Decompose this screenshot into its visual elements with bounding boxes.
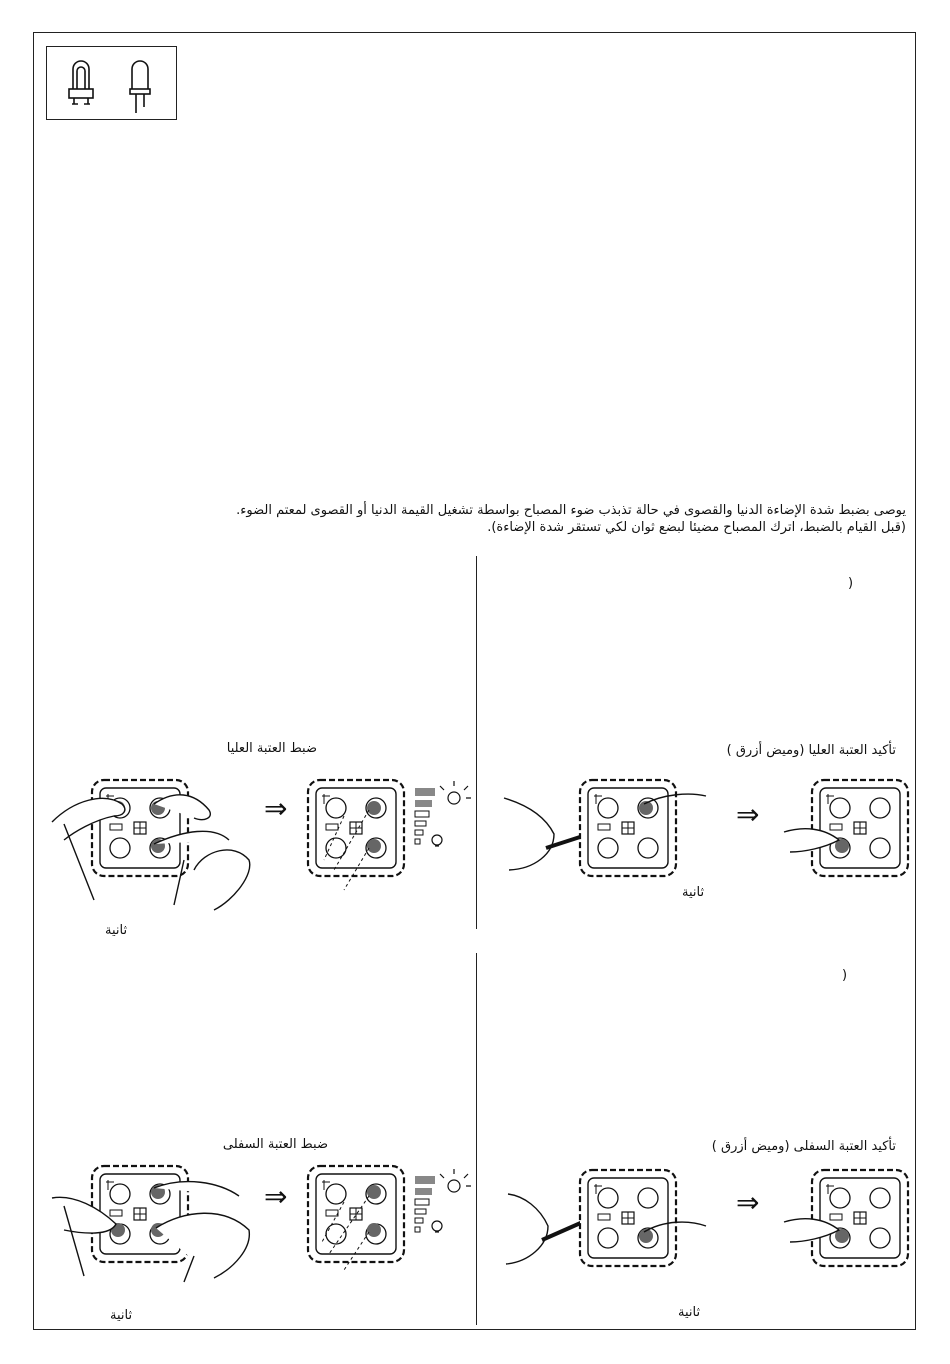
adjust-lower-illustration (44, 1158, 474, 1292)
paren-bottom: ) (842, 968, 848, 983)
dimmer-switch-icon (92, 780, 188, 876)
intro-line-2: (قبل القيام بالضبط، اترك المصباح مضيئا لبضع ثوان لكي تستقر شدة الإضاءة). (487, 520, 906, 535)
paren-top: ) (848, 576, 854, 591)
seconds-label-top-right: ثانية (682, 885, 705, 900)
adjust-upper-title: ضبط العتبة العليا (226, 741, 317, 756)
led-lamp-icon (130, 61, 150, 113)
intro-text (236, 502, 906, 536)
confirm-lower-illustration (494, 1164, 914, 1288)
dimmer-switch-icon (92, 1166, 188, 1262)
confirm-upper-illustration (494, 774, 914, 898)
arrow-top-right: ⇒ (736, 798, 760, 831)
lamp-type-box (46, 46, 177, 120)
seconds-label-bottom-right: ثانية (678, 1305, 701, 1320)
seconds-label-top-left: ثانية (105, 923, 128, 938)
page-frame (33, 32, 916, 1330)
adjust-lower-title: ضبط العتبة السفلى (222, 1137, 328, 1152)
fluorescent-lamp-icon (69, 61, 93, 104)
confirm-lower-title: تأكيد العتبة السفلى (وميض أزرق ) (711, 1139, 896, 1154)
dimmer-switch-icon (308, 780, 404, 876)
divider-bottom (476, 953, 477, 1325)
dimmer-switch-icon (812, 1170, 908, 1266)
brightness-bar-icon (415, 788, 435, 844)
bulb-icon (432, 1169, 471, 1232)
hand-icon (504, 798, 554, 870)
adjust-upper-illustration (44, 770, 474, 924)
bulb-icon (432, 781, 471, 846)
dimmer-switch-icon (580, 1170, 676, 1266)
arrow-bottom-left: ⇒ (264, 1180, 288, 1213)
divider-top (476, 556, 477, 929)
dimmer-switch-icon (308, 1166, 404, 1262)
hand-icon (506, 1194, 548, 1264)
confirm-upper-title: تأكيد العتبة العليا (وميض أزرق ) (726, 743, 896, 758)
intro-line-1: يوصى بضبط شدة الإضاءة الدنيا والقصوى في حالة تذبذب ضوء المصباح بواسطة تشغيل القيمة الدنيا أو القصوى لمعتم الضوء. (236, 503, 906, 518)
dimmer-switch-icon (812, 780, 908, 876)
arrow-top-left: ⇒ (264, 792, 288, 825)
dimmer-switch-icon (580, 780, 676, 876)
arrow-bottom-right: ⇒ (736, 1186, 760, 1219)
seconds-label-bottom-left: ثانية (110, 1308, 133, 1323)
